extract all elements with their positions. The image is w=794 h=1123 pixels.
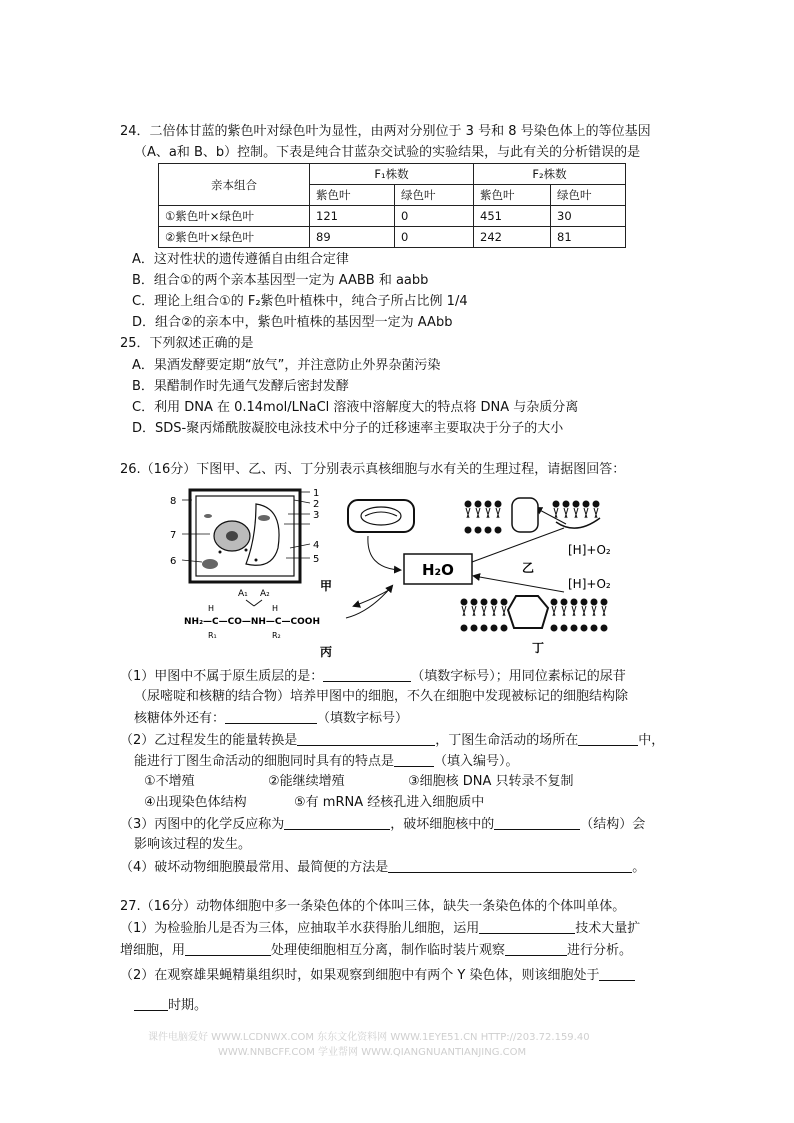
label-jia: 甲 — [320, 579, 333, 593]
label-h2: H — [272, 604, 279, 613]
thylakoid-membrane-diagram — [465, 498, 601, 534]
label-num-7: 7 — [170, 530, 177, 541]
q26-part3-line2: 影响该过程的发生。 — [134, 837, 252, 852]
table-subheader: 绿色叶 — [551, 185, 626, 206]
q26-stem: 26.（16分）下图甲、乙、丙、丁分别表示真核细胞与水有关的生理过程，请据图回答： — [120, 462, 626, 477]
label-r1: R₁ — [208, 631, 217, 640]
q26-part4: （4）破坏动物细胞膜最常用、最简便的方法是 。 — [120, 860, 646, 875]
q27-part2-line2: 时期。 — [134, 996, 207, 1015]
plant-cell-diagram — [190, 490, 300, 582]
label-num-3: 3 — [313, 510, 320, 521]
q25-option-d: D．SDS-聚丙烯酰胺凝胶电泳技术中分子的迁移速率主要取决于分子的大小 — [132, 421, 564, 436]
q24-stem-line1: 24．二倍体甘蓝的紫色叶对绿色叶为显性，由两对分别位于 3 号和 8 号染色体上的等位基因 — [120, 124, 651, 139]
q27-stem: 27.（16分）动物体细胞中多一条染色体的个体叫三体，缺失一条染色体的个体叫单体。 — [120, 899, 626, 914]
dipeptide-formula: NH₂—C—CO—NH—C—COOH — [184, 617, 320, 627]
table-subheader: 紫色叶 — [310, 185, 395, 206]
answer-blank[interactable] — [388, 858, 632, 873]
q27-part1-line1: （1）为检验胎儿是否为三体，应抽取羊水获得胎儿细胞，运用 技术大量扩 — [120, 921, 641, 936]
q26-choice-5: ⑤有 mRNA 经核孔进入细胞质中 — [294, 795, 485, 810]
table-subheader: 绿色叶 — [395, 185, 474, 206]
answer-blank[interactable] — [494, 815, 580, 830]
table-cell: 0 — [395, 227, 474, 248]
q26-part3-line1: （3）丙图中的化学反应称为 ，破坏细胞核中的 （结构）会 — [120, 817, 646, 832]
answer-blank[interactable] — [284, 815, 390, 830]
q26-part1-line3: 核糖体外还有： （填数字标号） — [134, 711, 409, 726]
table-header-f2: F₂株数 — [474, 164, 626, 185]
q24-option-d: D．组合②的亲本中，紫色叶植株的基因型一定为 AAbb — [132, 315, 453, 330]
q26-figure — [160, 478, 660, 658]
q25-option-b: B．果醋制作时先通气发酵后密封发酵 — [132, 379, 349, 394]
answer-blank[interactable] — [185, 941, 271, 956]
q24-option-a: A．这对性状的遗传遵循自由组合定律 — [132, 252, 349, 267]
table-header-f1: F₁株数 — [310, 164, 474, 185]
table-header-parent: 亲本组合 — [159, 164, 310, 206]
q24-stem-line2: （A、a和 B、b）控制。下表是纯合甘蓝杂交试验的实验结果，与此有关的分析错误的是 — [134, 145, 641, 160]
table-cell: 242 — [474, 227, 551, 248]
label-num-4: 4 — [313, 540, 320, 551]
q27-part2-line1: （2）在观察雄果蝇精巢组织时，如果观察到细胞中有两个 Y 染色体，则该细胞处于 — [120, 966, 635, 985]
answer-blank[interactable] — [225, 709, 317, 724]
answer-blank[interactable] — [578, 731, 638, 746]
answer-blank[interactable] — [297, 731, 435, 746]
answer-blank[interactable] — [505, 941, 567, 956]
label-num-5: 5 — [313, 554, 320, 565]
label-num-2: 2 — [313, 499, 320, 510]
label-num-1: 1 — [313, 488, 320, 499]
label-bing: 丙 — [320, 645, 333, 658]
h-o2-top: [H]+O₂ — [568, 543, 611, 557]
table-cell: 89 — [310, 227, 395, 248]
q26-part1-line2: （尿嘧啶和核糖的结合物）培养甲图中的细胞，不久在细胞中发现被标记的细胞结构除 — [134, 689, 629, 704]
table-row — [159, 206, 626, 227]
answer-blank[interactable] — [134, 996, 168, 1011]
answer-blank[interactable] — [323, 667, 411, 682]
table-cell: 30 — [551, 206, 626, 227]
answer-blank[interactable] — [394, 752, 434, 767]
q26-part2-line2: 能进行丁图生命活动的细胞同时具有的特点是 （填入编号）。 — [134, 754, 519, 769]
label-yi: 乙 — [522, 561, 535, 575]
watermark-line2: WWW.NNBCFF.COM 学业帮网 WWW.QIANGNUANTIANJING.COM — [218, 1047, 527, 1058]
answer-blank[interactable] — [479, 919, 575, 934]
q26-part2-line1: （2）乙过程发生的能量转换是 ，丁图生命活动的场所在 中， — [120, 733, 665, 748]
table-cell: 451 — [474, 206, 551, 227]
label-num-6: 6 — [170, 556, 177, 567]
table-cell: ②紫色叶×绿色叶 — [159, 227, 310, 248]
q26-choice-3: ③细胞核 DNA 只转录不复制 — [408, 774, 574, 789]
chloroplast-diagram — [348, 500, 414, 532]
q24-option-b: B．组合①的两个亲本基因型一定为 AABB 和 aabb — [132, 273, 429, 288]
watermark-line1: 课件电脑爱好 WWW.LCDNWX.COM 东东文化资料网 WWW.1EYE51.CN HTTP://203.72.159.40 — [148, 1032, 590, 1043]
q25-option-a: A．果酒发酵要定期“放气”，并注意防止外界杂菌污染 — [132, 358, 441, 373]
h-o2-bottom: [H]+O₂ — [568, 577, 611, 591]
table-cell: ①紫色叶×绿色叶 — [159, 206, 310, 227]
q25-option-c: C．利用 DNA 在 0.14mol/LNaCl 溶液中溶解度大的特点将 DNA 与杂质分离 — [132, 400, 579, 415]
mitochondrial-membrane-diagram — [461, 596, 608, 632]
answer-blank[interactable] — [599, 966, 635, 981]
table-row — [159, 227, 626, 248]
table-cell: 0 — [395, 206, 474, 227]
label-a1: A₁ — [238, 589, 248, 599]
label-ding: 丁 — [532, 641, 545, 655]
label-h1: H — [208, 604, 215, 613]
q26-choice-2: ②能继续增殖 — [268, 774, 345, 789]
q25-stem: 25．下列叙述正确的是 — [120, 336, 254, 351]
q26-choice-4: ④出现染色体结构 — [144, 795, 247, 810]
q24-option-c: C．理论上组合①的 F₂紫色叶植株中，纯合子所占比例 1/4 — [132, 294, 468, 309]
table-cell: 121 — [310, 206, 395, 227]
water-label: H₂O — [422, 561, 454, 579]
label-r2: R₂ — [272, 631, 281, 640]
q27-part1-line2: 增细胞，用 处理使细胞相互分离，制作临时装片观察 进行分析。 — [120, 943, 633, 958]
label-a2: A₂ — [260, 589, 270, 599]
table-subheader: 紫色叶 — [474, 185, 551, 206]
label-num-8: 8 — [170, 496, 177, 507]
table-cell: 81 — [551, 227, 626, 248]
q24-result-table — [158, 163, 626, 248]
q26-choice-1: ①不增殖 — [144, 774, 195, 789]
q26-part1-line1: （1）甲图中不属于原生质层的是： （填数字标号）；用同位素标记的尿苷 — [120, 669, 626, 684]
